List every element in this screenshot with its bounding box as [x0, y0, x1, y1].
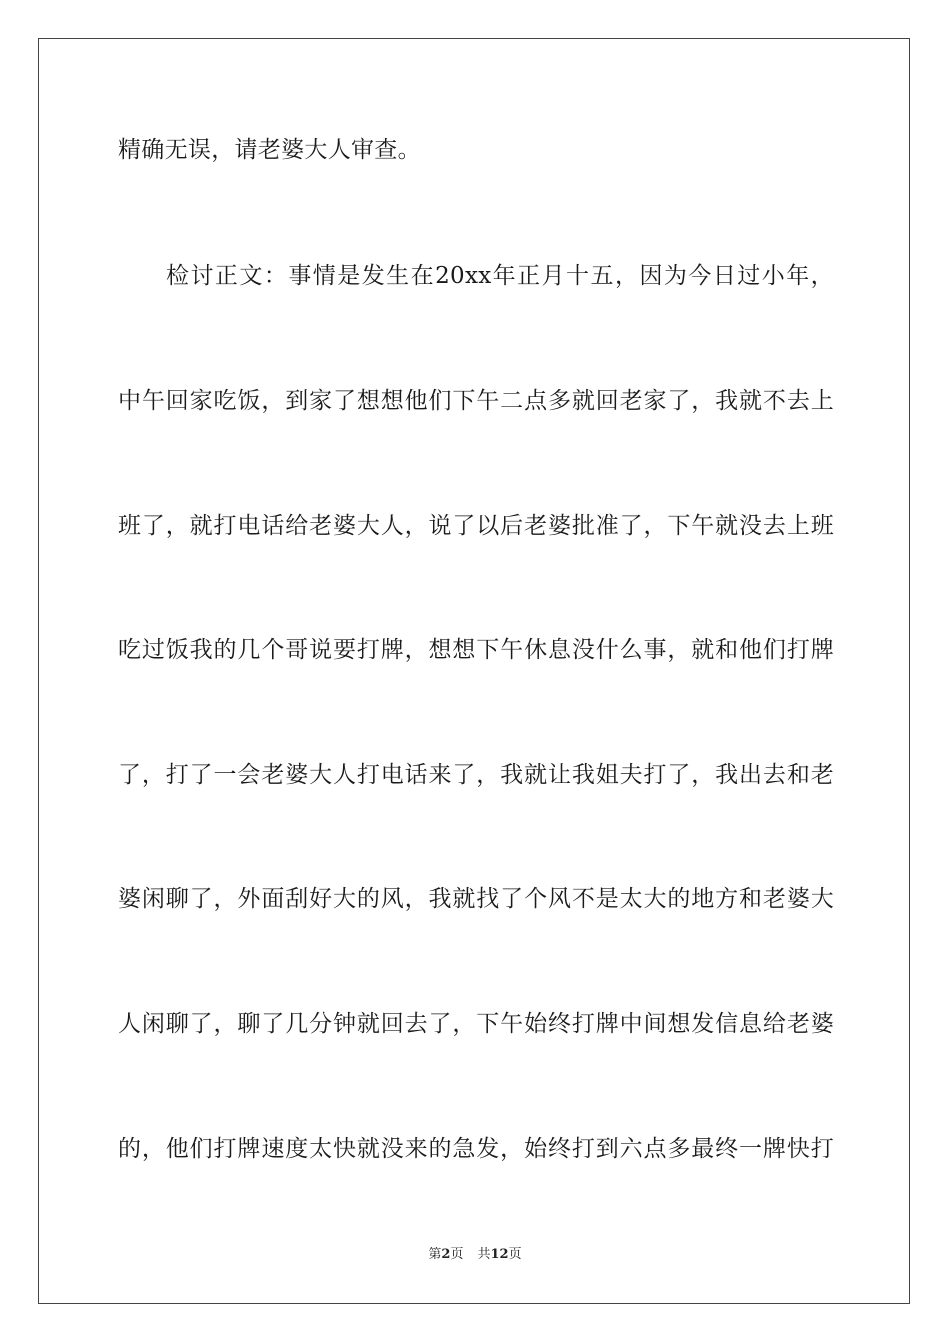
text-line-8: 人闲聊了，聊了几分钟就回去了，下午始终打牌中间想发信息给老婆 [118, 1011, 834, 1037]
page-number: 2 [441, 1247, 451, 1262]
total-pages: 12 [490, 1247, 509, 1262]
text-line-5: 吃过饭我的几个哥说要打牌，想想下午休息没什么事，就和他们打牌 [118, 637, 834, 663]
text-line-1: 精确无误，请老婆大人审查。 [118, 137, 421, 163]
text-line-2: 检讨正文：事情是发生在20xx年正月十五，因为今日过小年， [166, 263, 834, 289]
total-prefix: 共 [477, 1247, 491, 1262]
page-footer [0, 1246, 950, 1264]
text-line-6: 了，打了一会老婆大人打电话来了，我就让我姐夫打了，我出去和老 [118, 762, 834, 788]
text-line-9: 的，他们打牌速度太快就没来的急发，始终打到六点多最终一牌快打 [118, 1136, 834, 1162]
total-suffix: 页 [508, 1247, 522, 1262]
text-line-3: 中午回家吃饭，到家了想想他们下午二点多就回老家了，我就不去上 [118, 388, 834, 414]
text-line-7: 婆闲聊了，外面刮好大的风，我就找了个风不是太大的地方和老婆大 [118, 886, 834, 912]
text-line-4: 班了，就打电话给老婆大人，说了以后老婆批准了，下午就没去上班 [118, 513, 834, 539]
page-prefix: 第 [428, 1247, 442, 1262]
page-border [38, 38, 910, 1304]
page-suffix: 页 [450, 1247, 464, 1262]
